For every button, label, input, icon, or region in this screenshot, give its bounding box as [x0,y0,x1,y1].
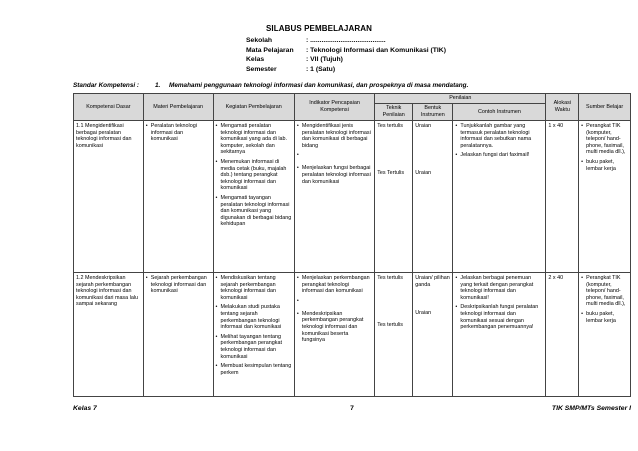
list-item: • Tunjukkanlah gambar yang termasuk peralatan teknologi informasi dan sebutkan nama peralatannya. [455,123,543,149]
list-item: • Mengamati peralatan teknologi informasi dan komunikasi yang ada di lab. komputer, sekolah dan sekitarnya [216,123,292,156]
list-item: • Sejarah perkembangan teknologi informasi dan komunikasi [146,275,211,295]
standar-text: Memahami penggunaan teknologi informasi dan komunikasi, dan prospeknya di masa mendatang. [169,82,469,89]
list-item: • buku paket, lembar kerja [581,311,628,324]
meta-value: : VII (Tujuh) [306,56,343,64]
meta-semester [246,65,446,75]
meta-label: Kelas [246,56,265,64]
list-item: • Mengidentifikasi jenis peralatan teknologi informasi dan komunikasi di berbagai bidang [297,123,372,149]
cell-sumber [579,273,631,397]
header-sumber: Sumber Belajar [579,94,631,121]
list-item: • Mendiskusikan tentang sejarah perkembangan teknologi informasi dan komunikasi [216,275,292,301]
list-item: • Membuat kesimpulan tentang perkem [216,363,292,376]
cell-alokasi: 2 x 40 [546,273,579,397]
list-item: • Perangkat TIK (komputer, telepon/ hand-phone, faximail, multi media dll.), [581,123,628,156]
meta-label: Sekolah [246,37,273,44]
list-item: • Perangkat TIK (komputer, telepon/ hand-phone, faximail, multi media dll.), [581,275,628,308]
header-penilaian: Penilaian [375,94,546,104]
teknik-item: Tes Tertulis [377,169,405,176]
cell-bentuk [413,273,453,397]
standar-number: 1. [155,82,161,89]
cell-kompetensi: 1.2 Mendeskripsikan sejarah perkembangan teknologi informasi dan komunikasi dari masa lalu sampai sekarang [74,273,144,397]
table-row [74,121,631,273]
header-contoh: Contoh Instrumen [453,104,546,121]
list-item: • Mengamati tayangan peralatan teknologi informasi dan komunikasi yang digunakan di berbagai bidang kehidupan [216,195,292,228]
list-item: • Melakukan studi pustaka tentang sejarah perkembangan teknologi informasi dan komunikasi [216,304,292,330]
bentuk-item: Uraian/ pilihan ganda [415,275,450,288]
cell-kompetensi: 1.1 Mengidentifikasi berbagai peralatan teknologi informasi dan komunikasi [74,121,144,273]
header-alokasi: Alokasi Waktu [546,94,579,121]
footer-class: Kelas 7 [73,405,97,412]
meta-label: Mata Pelajaran [246,46,294,54]
teknik-item: Tes tertulis [377,321,403,328]
header-kompetensi: Kompetensi Dasar [74,94,144,121]
meta-value: : Teknologi Informasi dan Komunikasi (TIK) [306,46,446,54]
cell-materi [143,273,213,397]
teknik-item: Tes tertulis [377,123,403,129]
cell-alokasi: 1 x 40 [546,121,579,273]
cell-contoh [453,121,546,273]
spacer [297,298,372,308]
standar-label: Standar Kompetensi : [73,82,140,89]
bentuk-item: Uraian [415,169,432,176]
cell-bentuk [413,121,453,273]
list-item: • Deskripsikanlah fungsi peralatan teknologi informasi dan komunikasi sesuai dengan perkembangan penemuannya! [455,304,543,330]
page-number: 7 [350,405,354,412]
header-teknik: Teknik Penilaian [375,104,413,121]
cell-kegiatan [213,273,294,397]
list-item: • Mendeskripsikan perkembangan perangkat teknologi informasi dan komunikasi beserta fungsinya [297,311,372,344]
list-item: • Jelaskan fungsi dari faximail! [455,152,543,159]
cell-indikator [294,121,374,273]
bentuk-item: Uraian [415,310,432,317]
list-item: • Menemukan informasi di media cetak (buku, majalah dsb.) tentang perangkat teknologi informasi dan komunikasi [216,159,292,192]
document-meta [246,36,446,74]
list-item: • Menjelaskan perkembangan perangkat teknologi informasi dan komunikasi [297,275,372,295]
header-indikator: Indikator Pencapaian Kompetensi [294,94,374,121]
document-title: SILABUS PEMBELAJARAN [265,24,372,33]
header-materi: Materi Pembelajaran [143,94,213,121]
cell-teknik [375,273,413,397]
cell-sumber [579,121,631,273]
meta-sekolah [246,36,446,46]
syllabus-table [73,93,631,397]
list-item: • Melihat tayangan tentang perkembangan perangkat teknologi informasi dan komunikasi [216,334,292,360]
meta-mapel [246,46,446,56]
meta-kelas [246,55,446,65]
cell-indikator [294,273,374,397]
table-header-row [74,94,631,104]
standar-kompetensi [73,82,633,89]
footer-subject: TIK SMP/MTs Semester I [551,405,631,412]
meta-value: : ........................................ [306,37,386,44]
cell-kegiatan [213,121,294,273]
cell-teknik [375,121,413,273]
bentuk-item: Uraian [415,123,432,129]
header-bentuk: Bentuk Instrumen [413,104,453,121]
header-kegiatan: Kegiatan Pembelajaran [213,94,294,121]
cell-materi [143,121,213,273]
meta-value: : 1 (Satu) [306,65,336,73]
teknik-item: Tes tertulis [377,275,403,281]
spacer [297,152,372,162]
table-row [74,273,631,397]
list-item: • Peralatan teknologi informasi dan komunikasi [146,123,211,143]
list-item: • Menjelaskan fungsi berbagai peralatan teknologi informasi dan komunikasi [297,165,372,185]
cell-contoh [453,273,546,397]
meta-label: Semester [246,65,277,73]
list-item: • Jelaskan berbagai penemuan yang terkait dengan perangkat teknologi informasi dan komunikasi! [455,275,543,301]
list-item: • buku paket, lembar kerja [581,159,628,172]
